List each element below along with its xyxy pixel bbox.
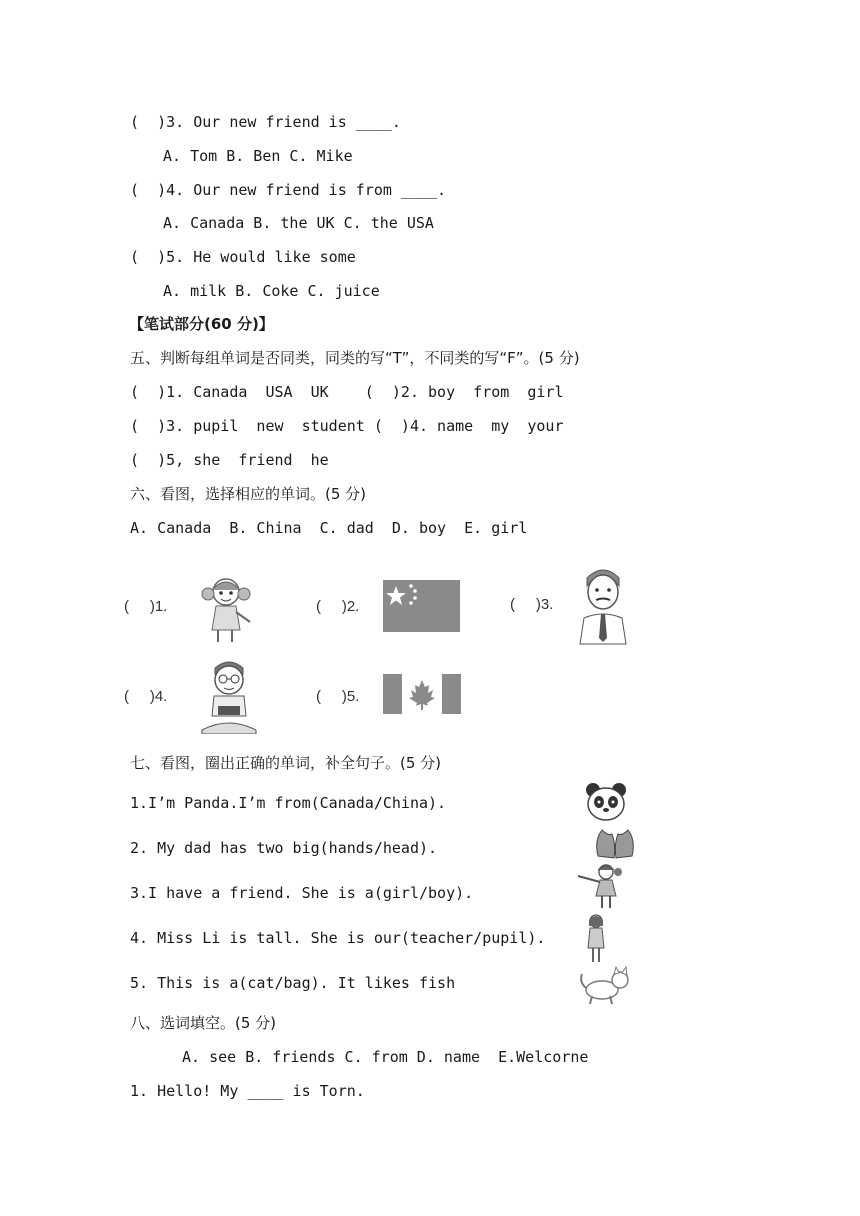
section6-item-3-label: ( )3. <box>510 596 554 613</box>
dad-picture <box>574 564 632 646</box>
section5-heading: 五、判断每组单词是否同类，同类的写“T”，不同类的写“F”。(5 分) <box>130 349 580 367</box>
section6-item-4-label: ( )4. <box>124 688 168 705</box>
question-5-options: A. milk B. Coke C. juice <box>163 282 380 300</box>
section6-options: A. Canada B. China C. dad D. boy E. girl <box>130 519 528 537</box>
canada-flag-picture <box>383 674 461 714</box>
section5-row-2: ( )3. pupil new student ( )4. name my your <box>130 417 564 435</box>
question-3: ( )3. Our new friend is ____. <box>130 113 401 131</box>
section6-item-2-label: ( )2. <box>316 598 360 615</box>
girl-waving-picture <box>574 862 624 910</box>
section6-heading: 六、看图，选择相应的单词。(5 分) <box>130 485 367 503</box>
panda-picture <box>584 782 628 822</box>
section5-row-1: ( )1. Canada USA UK ( )2. boy from girl <box>130 383 564 401</box>
section7-sentence-5: 5. This is a(cat/bag). It likes fish <box>130 974 456 992</box>
question-5: ( )5. He would like some <box>130 248 356 266</box>
teacher-picture <box>584 914 608 964</box>
section7-sentence-2: 2. My dad has two big(hands/head). <box>130 839 438 857</box>
section7-sentence-1: 1.I’m Panda.I’m from(Canada/China). <box>130 794 447 812</box>
question-3-options: A. Tom B. Ben C. Mike <box>163 147 353 165</box>
hands-picture <box>594 826 636 862</box>
section7-sentence-4: 4. Miss Li is tall. She is our(teacher/pupil). <box>130 929 546 947</box>
section7-heading: 七、看图，圈出正确的单词，补全句子。(5 分) <box>130 754 442 772</box>
boy-picture <box>198 660 260 734</box>
cat-picture <box>578 966 634 1006</box>
girl-picture <box>198 572 254 644</box>
section8-heading: 八、选词填空。(5 分) <box>130 1014 277 1032</box>
question-4: ( )4. Our new friend is from ____. <box>130 181 447 199</box>
section5-row-3: ( )5, she friend he <box>130 451 329 469</box>
section8-question-1: 1. Hello! My ____ is Torn. <box>130 1082 365 1100</box>
section6-item-1-label: ( )1. <box>124 598 168 615</box>
question-4-options: A. Canada B. the UK C. the USA <box>163 214 434 232</box>
written-part-heading: 【笔试部分(60 分)】 <box>129 315 274 333</box>
section8-options: A. see B. friends C. from D. name E.Welcorne <box>182 1048 589 1066</box>
section7-sentence-3: 3.I have a friend. She is a(girl/boy). <box>130 884 474 902</box>
china-flag-picture <box>383 580 460 632</box>
section6-item-5-label: ( )5. <box>316 688 360 705</box>
